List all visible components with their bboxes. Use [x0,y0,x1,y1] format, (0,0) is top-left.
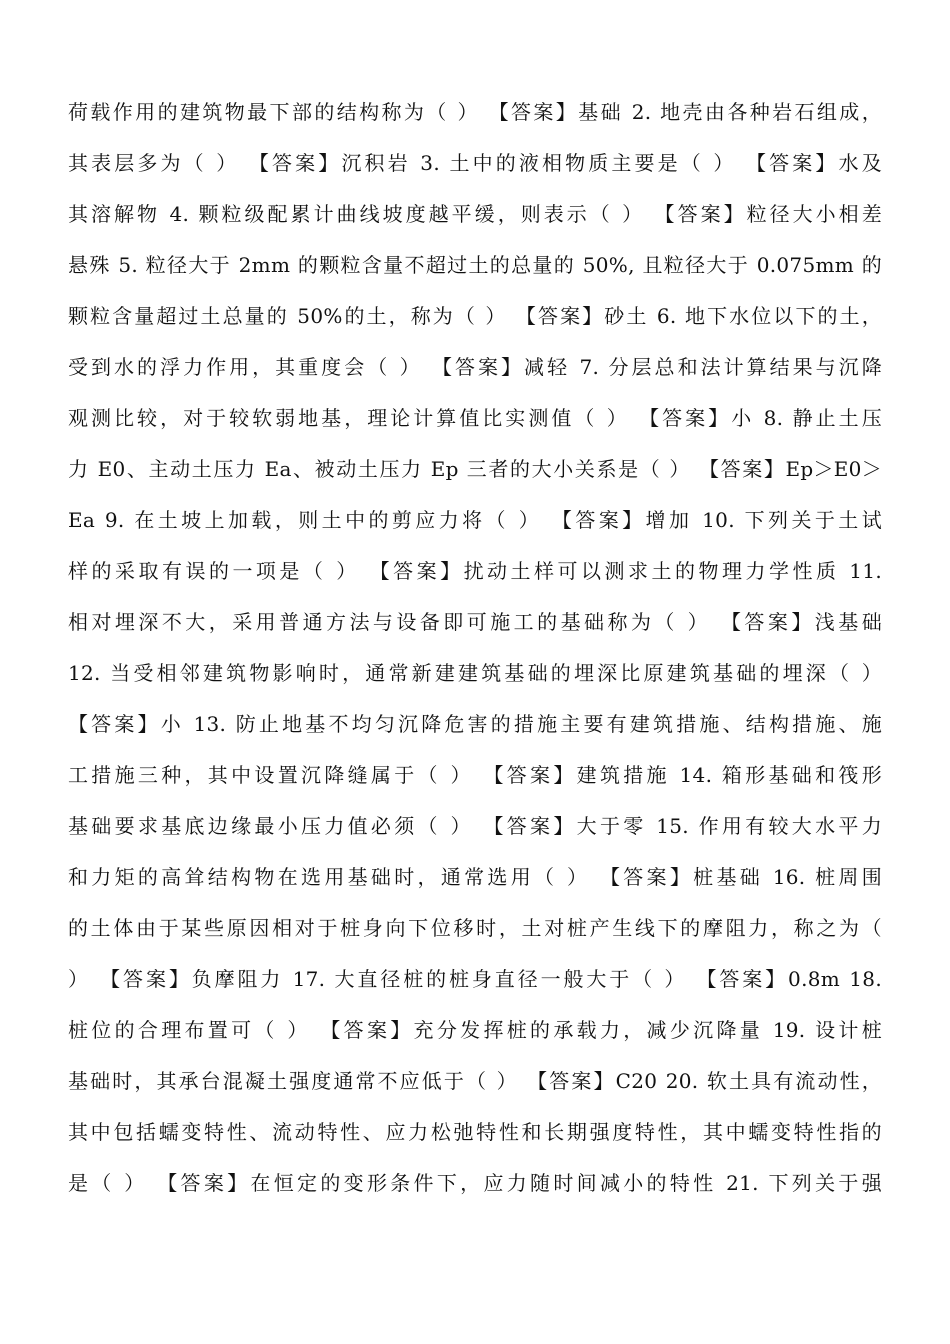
text-line: 的土体由于某些原因相对于桩身向下位移时，土对桩产生线下的摩阻力，称之为（ [68,916,882,940]
text-line: 基础时，其承台混凝土强度通常不应低于（ ） 【答案】C20 20. 软土具有流动性， [68,1069,882,1093]
text-line: 其中包括蠕变特性、流动特性、应力松弛特性和长期强度特性，其中蠕变特性指的 [68,1120,882,1144]
text-line: 和力矩的高耸结构物在选用基础时，通常选用（ ） 【答案】桩基础 16. 桩周围 [68,865,882,889]
text-line: 荷载作用的建筑物最下部的结构称为（ ） 【答案】基础 2. 地壳由各种岩石组成， [68,100,882,124]
text-line: 力 E0、主动土压力 Ea、被动土压力 Ep 三者的大小关系是（ ） 【答案】Ep＞E0＞ [68,457,882,481]
text-line: ） 【答案】负摩阻力 17. 大直径桩的桩身直径一般大于（ ） 【答案】0.8m 18. [68,967,882,991]
text-line: Ea 9. 在土坡上加载，则土中的剪应力将（ ） 【答案】增加 10. 下列关于土试 [68,508,882,532]
text-line: 相对埋深不大，采用普通方法与设备即可施工的基础称为（ ） 【答案】浅基础 [68,610,882,634]
text-line: 其溶解物 4. 颗粒级配累计曲线坡度越平缓，则表示（ ） 【答案】粒径大小相差 [68,202,882,226]
text-line: 样的采取有误的一项是（ ） 【答案】扰动土样可以测求土的物理力学性质 11. [68,559,882,583]
text-line: 颗粒含量超过土总量的 50%的土，称为（ ） 【答案】砂土 6. 地下水位以下的土， [68,304,882,328]
text-line: 基础要求基底边缘最小压力值必须（ ） 【答案】大于零 15. 作用有较大水平力 [68,814,882,838]
text-line: 桩位的合理布置可（ ） 【答案】充分发挥桩的承载力，减少沉降量 19. 设计桩 [68,1018,882,1042]
text-line: 其表层多为（ ） 【答案】沉积岩 3. 土中的液相物质主要是（ ） 【答案】水及 [68,151,882,175]
text-line: 悬殊 5. 粒径大于 2mm 的颗粒含量不超过土的总量的 50%, 且粒径大于 0.075mm 的 [68,253,882,277]
text-line: 【答案】小 13. 防止地基不均匀沉降危害的措施主要有建筑措施、结构措施、施 [68,712,882,736]
text-line: 工措施三种，其中设置沉降缝属于（ ） 【答案】建筑措施 14. 箱形基础和筏形 [68,763,882,787]
text-line: 是（ ） 【答案】在恒定的变形条件下，应力随时间减小的特性 21. 下列关于强 [68,1171,882,1195]
text-line: 12. 当受相邻建筑物影响时，通常新建建筑基础的埋深比原建筑基础的埋深（ ） [68,661,882,685]
text-line: 观测比较，对于较软弱地基，理论计算值比实测值（ ） 【答案】小 8. 静止土压 [68,406,882,430]
text-line: 受到水的浮力作用，其重度会（ ） 【答案】减轻 7. 分层总和法计算结果与沉降 [68,355,882,379]
